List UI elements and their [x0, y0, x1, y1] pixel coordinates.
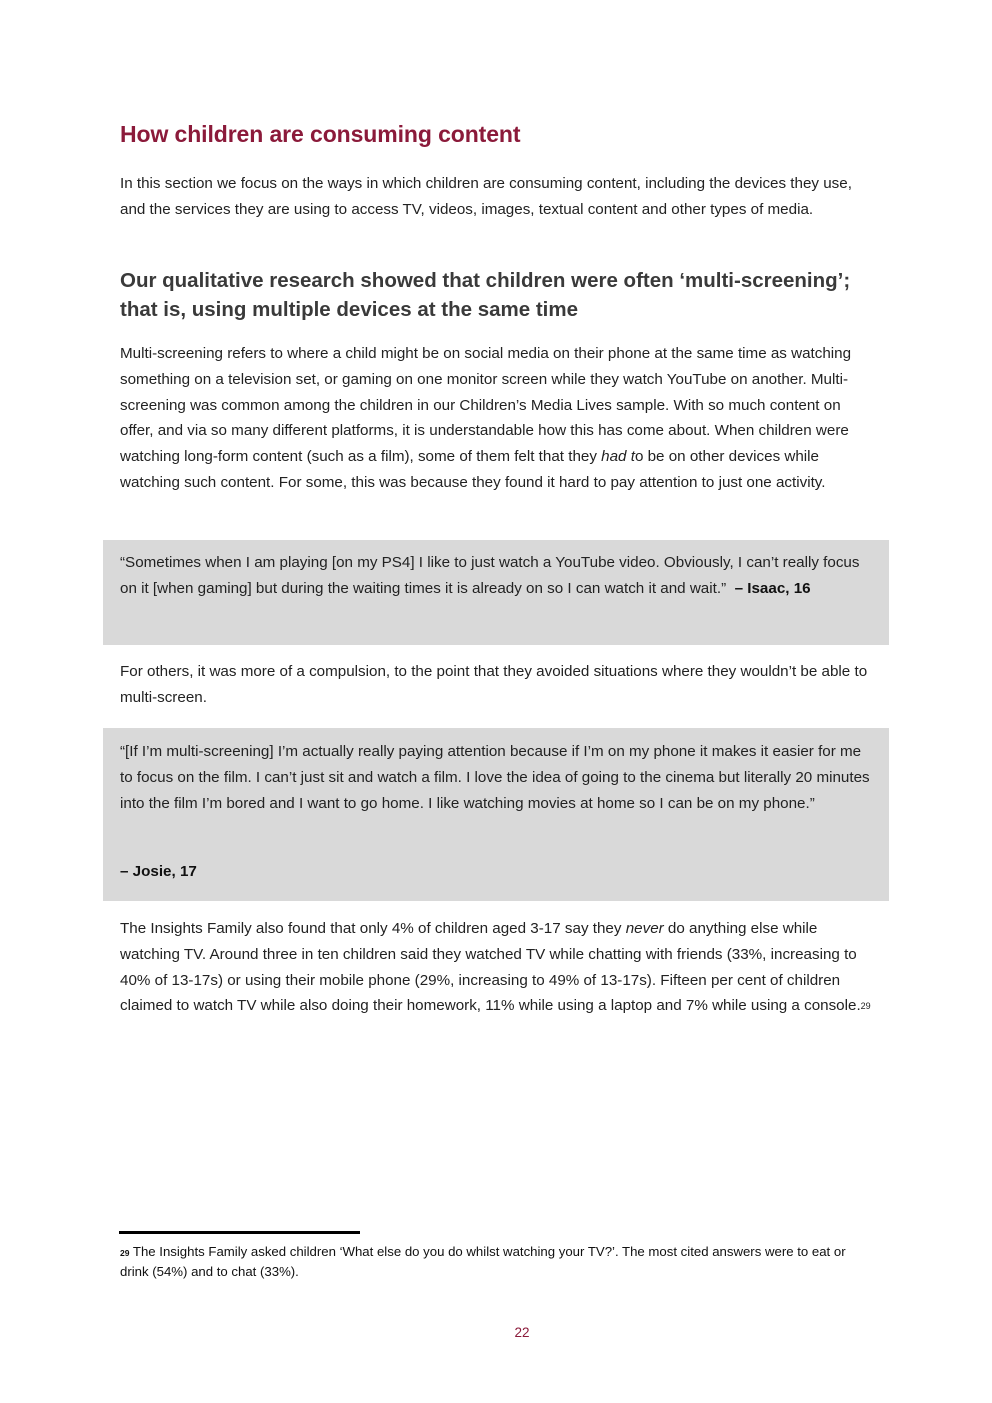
page-title: How children are consuming content — [120, 121, 521, 147]
section-subheading: Our qualitative research showed that children were often ‘multi-screening’; that is, using multiple devices at the same time — [120, 269, 851, 321]
quote-attribution: – Josie, 17 — [120, 863, 197, 880]
quote-text — [120, 550, 875, 602]
emphasis-text: never — [625, 920, 664, 937]
paragraph-text: The Insights Family also found that only 4% of children aged 3-17 say they — [120, 920, 626, 937]
paragraph-text: do anything else while watching TV. Around three in ten children said they watched TV while chatting with friends (33%, increasing to 40% of 13-17s) or using their mobile phone (29%, increasing to 49% of 13-17s). Fifteen per cent of children claimed to watch TV while also doing their homework, 11% while using a laptop and 7% while using a console. — [120, 920, 861, 1015]
multi-screening-paragraph — [120, 341, 872, 496]
quote-attribution: – Isaac, 16 — [734, 579, 811, 597]
quote-body: “Sometimes when I am playing [on my PS4] I like to just watch a YouTube video. Obviously, I can’t really focus on it [when gaming] but during the waiting times it is already on so I can watch it and wait.” — [120, 554, 860, 597]
emphasis-text: had t — [601, 448, 635, 466]
quote-block-isaac — [103, 540, 889, 645]
insights-family-paragraph — [120, 916, 872, 1019]
intro-paragraph: In this section we focus on the ways in which children are consuming content, including the devices they use, and the services they are using to access TV, videos, images, textual content and other types of media. — [120, 175, 852, 218]
footnote-reference[interactable]: 29 — [860, 1001, 871, 1012]
page-number: 22 — [514, 1325, 530, 1340]
footnote-text: The Insights Family asked children ‘What else do you do whilst watching your TV?’. The most cited answers were to eat or drink (54%) and to chat (33%). — [120, 1244, 846, 1279]
footnote-divider — [119, 1231, 360, 1234]
footnote-number: 29 — [120, 1248, 130, 1258]
paragraph-text: o be on other devices while watching such content. For some, this was because they found it hard to pay attention to just one activity. — [120, 448, 826, 491]
quote-block-josie — [103, 728, 889, 901]
paragraph-text: Multi-screening refers to where a child might be on social media on their phone at the same time as watching something on a television set, or gaming on one monitor screen while they watch YouTube on another. Multi-screening was common among the children in our Children’s Media Lives sample. With so much content on offer, and via so many different platforms, it is understandable how this has come about. When children were watching long-form content (such as a film), some of them felt that they — [120, 345, 852, 466]
quote-body: “[If I’m multi-screening] I’m actually really paying attention because if I’m on my phone it makes it easier for me to focus on the film. I can’t just sit and watch a film. I love the idea of going to the cinema but literally 20 minutes into the film I’m bored and I want to go home. I like watching movies at home so I can be on my phone.” — [120, 743, 870, 812]
footnote — [120, 1242, 872, 1282]
compulsion-paragraph: For others, it was more of a compulsion, to the point that they avoided situations where they wouldn’t be able to multi-screen. — [120, 663, 868, 706]
